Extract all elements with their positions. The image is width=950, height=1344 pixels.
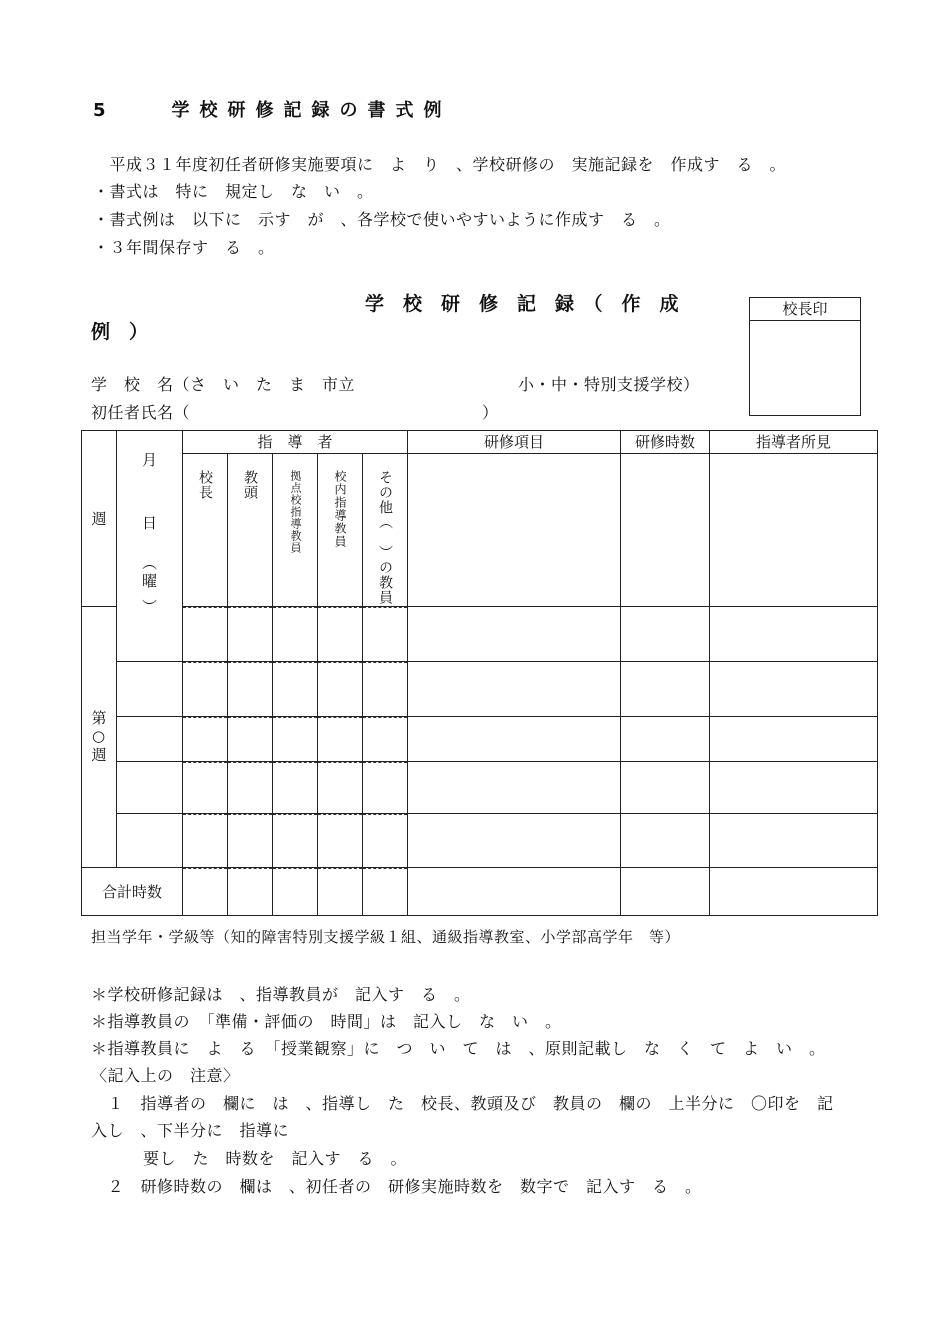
hours-cell <box>621 762 710 814</box>
week-header <box>82 431 117 607</box>
instructor-base-text: 拠点校指導教員 <box>289 470 302 554</box>
item-cell <box>408 717 621 762</box>
opinion-cell <box>710 814 878 868</box>
note-1: ＊学校研修記録は 、指導教員が 記入す る 。 <box>91 985 471 1004</box>
caution-title: 〈記入上の 注意〉 <box>91 1066 240 1085</box>
inst-cell <box>183 717 228 762</box>
date-char-month: 月 <box>141 451 157 469</box>
inst-cell <box>228 662 273 717</box>
inst-cell <box>363 814 408 868</box>
intro-line-3: ・書式例は 以下に 示す が 、各学校で使いやすいように作成す る 。 <box>93 210 671 229</box>
note-2: ＊指導教員の 「準備・評価の 時間」は 記入し な い 。 <box>91 1012 562 1031</box>
total-label-cell <box>82 868 183 916</box>
opinion-cell <box>710 717 878 762</box>
teacher-name-suffix: ） <box>482 403 499 422</box>
inst-cell <box>228 762 273 814</box>
opinion-cell <box>710 762 878 814</box>
instructor-other <box>363 454 408 607</box>
intro-line-2: ・書式は 特に 規定し な い 。 <box>93 182 374 201</box>
hours-cell <box>621 717 710 762</box>
instructor-principal-text: 校長 <box>197 470 213 500</box>
inst-cell <box>273 762 318 814</box>
inst-cell <box>228 814 273 868</box>
instructor-in-school <box>318 454 363 607</box>
inst-cell <box>183 762 228 814</box>
form-title-part-1: 学 校 研 修 記 録 （ 作 成 <box>365 293 679 315</box>
inst-cell <box>363 607 408 662</box>
inst-cell <box>318 607 363 662</box>
total-inst-cell <box>318 868 363 916</box>
total-inst-cell <box>363 868 408 916</box>
instructor-base-school <box>273 454 318 607</box>
instructor-principal <box>183 454 228 607</box>
intro-line-4: ・３年間保存す る 。 <box>93 238 275 257</box>
total-inst-cell <box>273 868 318 916</box>
item-cell <box>408 607 621 662</box>
date-cell <box>117 814 183 868</box>
caution-2: ２ 研修時数の 欄は 、初任者の 研修実施時数を 数字で 記入す る 。 <box>91 1177 702 1196</box>
opinion-header: 指導者所見 <box>710 431 878 454</box>
inst-cell <box>363 717 408 762</box>
intro-line-1: 平成３１年度初任者研修実施要項に よ り 、学校研修の 実施記録を 作成す る 。 <box>93 155 787 174</box>
total-label-text: 合計時数 <box>101 883 162 901</box>
opinion-cell <box>710 607 878 662</box>
hours-cell <box>621 662 710 717</box>
instructor-inschool-text: 校内指導教員 <box>333 470 347 548</box>
hours-cell <box>621 607 710 662</box>
inst-cell <box>318 662 363 717</box>
stamp-label: 校長印 <box>750 298 860 321</box>
item-cell <box>408 662 621 717</box>
total-inst-cell <box>228 868 273 916</box>
opinion-blank <box>710 454 878 607</box>
inst-cell <box>228 607 273 662</box>
inst-cell <box>318 717 363 762</box>
week-label-cell <box>82 607 117 868</box>
inst-cell <box>273 607 318 662</box>
inst-cell <box>228 717 273 762</box>
date-header <box>117 431 183 662</box>
note-3: ＊指導教員に よ る 「授業観察」に つ い て は 、原則記載し な く て よ い 。 <box>91 1039 826 1058</box>
school-name-label: 学 校 名（さ い た ま 市立 <box>91 375 356 394</box>
inst-cell <box>318 762 363 814</box>
date-cell <box>117 662 183 717</box>
school-type-suffix: 小・中・特別支援学校） <box>518 375 700 394</box>
total-hours-cell <box>621 868 710 916</box>
inst-cell <box>363 762 408 814</box>
date-cell <box>117 762 183 814</box>
date-char-day: 日 <box>141 514 157 532</box>
total-opinion-cell <box>710 868 878 916</box>
inst-cell <box>273 814 318 868</box>
item-cell <box>408 814 621 868</box>
form-title-part-2: 例 ） <box>91 321 149 343</box>
item-header: 研修項目 <box>408 431 621 454</box>
instructor-vice-principal <box>228 454 273 607</box>
opinion-cell <box>710 662 878 717</box>
inst-cell <box>273 662 318 717</box>
instructor-header: 指 導 者 <box>183 431 408 454</box>
grade-note: 担当学年・学級等（知的障害特別支援学級１組、通級指導教室、小学部高学年 等） <box>91 928 681 946</box>
caution-1-line-2: 入し 、下半分に 指導に <box>91 1121 290 1140</box>
inst-cell <box>273 717 318 762</box>
teacher-name-label: 初任者氏名（ <box>91 403 191 422</box>
caution-1-line-3: 要し た 時数を 記入す る 。 <box>143 1149 408 1168</box>
date-char-close: ） <box>140 599 158 614</box>
total-item-cell <box>408 868 621 916</box>
inst-cell <box>183 814 228 868</box>
instructor-other-text: その他（ ）の教員 <box>377 470 393 605</box>
total-inst-cell <box>183 868 228 916</box>
inst-cell <box>183 607 228 662</box>
item-blank <box>408 454 621 607</box>
inst-cell <box>363 662 408 717</box>
page-heading: 5 学校研修記録の書式例 <box>93 100 452 121</box>
hours-header: 研修時数 <box>621 431 710 454</box>
hours-cell <box>621 814 710 868</box>
instructor-vice-text: 教頭 <box>242 470 258 500</box>
inst-cell <box>318 814 363 868</box>
week-header-text: 週 <box>91 510 107 528</box>
week-label-text: 第○週 <box>89 710 108 764</box>
date-cell <box>117 717 183 762</box>
training-record-table <box>81 430 878 916</box>
item-cell <box>408 762 621 814</box>
principal-stamp-box <box>749 297 861 416</box>
caution-1-line-1: １ 指導者の 欄に は 、指導し た 校長、教頭及び 教員の 欄の 上半分に 〇印を 記 <box>91 1094 834 1113</box>
date-char-open: （ <box>140 555 158 570</box>
date-char-weekday: 曜 <box>141 572 157 590</box>
inst-cell <box>183 662 228 717</box>
hours-blank <box>621 454 710 607</box>
